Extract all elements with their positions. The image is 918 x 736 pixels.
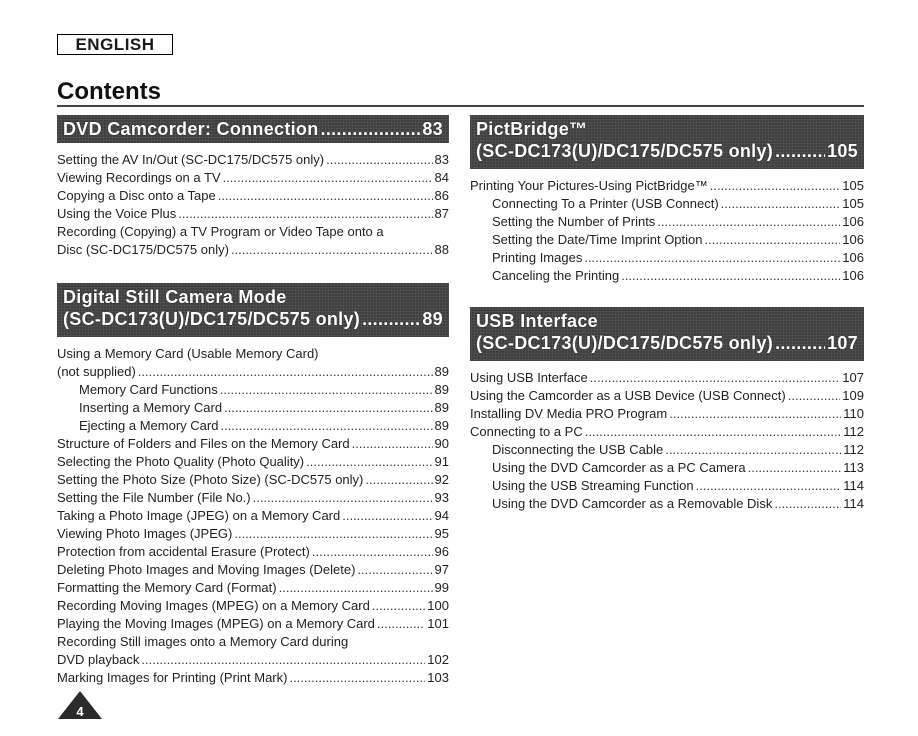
toc-entry[interactable]: Setting the File Number (File No.) ..... 93 bbox=[57, 489, 449, 507]
toc-entry-sub[interactable]: Using the DVD Camcorder as a PC Camera ..... 113 bbox=[470, 459, 864, 477]
section-banner-usb-interface[interactable] bbox=[470, 307, 864, 361]
toc-entry-wrapped-line[interactable]: Using a Memory Card (Usable Memory Card) bbox=[57, 346, 319, 361]
toc-entry-sub[interactable]: Ejecting a Memory Card ..... 89 bbox=[57, 417, 449, 435]
toc-entry[interactable]: Printing Your Pictures-Using PictBridge™ ..... 105 bbox=[470, 177, 864, 195]
section-title-line1: PictBridge™ bbox=[476, 119, 588, 139]
toc-entry[interactable]: Marking Images for Printing (Print Mark) ..... 103 bbox=[57, 669, 449, 687]
section-title-line1: USB Interface bbox=[476, 311, 598, 331]
toc-entry[interactable]: DVD playback ..... 102 bbox=[57, 651, 449, 669]
toc-entry[interactable]: (not supplied) ..... 89 bbox=[57, 363, 449, 381]
section-page: 105 bbox=[827, 141, 858, 161]
page-number-triangle-icon bbox=[57, 690, 103, 720]
section-page: 89 bbox=[422, 309, 443, 329]
section-page: 107 bbox=[827, 333, 858, 353]
toc-entry-sub[interactable]: Setting the Date/Time Imprint Option ..... 106 bbox=[470, 231, 864, 249]
section-title-line2: (SC-DC173(U)/DC175/DC575 only) bbox=[476, 141, 774, 161]
toc-entry[interactable]: Copying a Disc onto a Tape ..... 86 bbox=[57, 187, 449, 205]
toc-entry[interactable]: Viewing Recordings on a TV ..... 84 bbox=[57, 169, 449, 187]
toc-entry-sub[interactable]: Inserting a Memory Card ..... 89 bbox=[57, 399, 449, 417]
left-column bbox=[57, 115, 449, 687]
toc-entry[interactable]: Formatting the Memory Card (Format) ..... 99 bbox=[57, 579, 449, 597]
section-banner-dvd-connection[interactable] bbox=[57, 115, 449, 143]
toc-entry-sub[interactable]: Memory Card Functions ..... 89 bbox=[57, 381, 449, 399]
toc-entry[interactable]: Taking a Photo Image (JPEG) on a Memory Card ..... 94 bbox=[57, 507, 449, 525]
section-title-line1: Digital Still Camera Mode bbox=[63, 287, 287, 307]
toc-entry-sub[interactable]: Canceling the Printing ..... 106 bbox=[470, 267, 864, 285]
toc-entry[interactable]: Protection from accidental Erasure (Protect) ..... 96 bbox=[57, 543, 449, 561]
toc-entry[interactable]: Using USB Interface ..... 107 bbox=[470, 369, 864, 387]
section-banner-digital-still[interactable] bbox=[57, 283, 449, 337]
right-column bbox=[470, 115, 864, 513]
toc-entry-sub[interactable]: Printing Images ..... 106 bbox=[470, 249, 864, 267]
toc-entry[interactable]: Structure of Folders and Files on the Memory Card ..... 90 bbox=[57, 435, 449, 453]
section-title-line2: (SC-DC173(U)/DC175/DC575 only) bbox=[63, 309, 361, 329]
toc-entry[interactable]: Connecting to a PC ..... 112 bbox=[470, 423, 864, 441]
section-title: DVD Camcorder: Connection bbox=[63, 119, 319, 139]
toc-entry[interactable]: Playing the Moving Images (MPEG) on a Memory Card ..... 101 bbox=[57, 615, 449, 633]
toc-entry-sub[interactable]: Setting the Number of Prints ..... 106 bbox=[470, 213, 864, 231]
toc-entry[interactable]: Setting the AV In/Out (SC-DC175/DC575 only) ..... 83 bbox=[57, 151, 449, 169]
toc-list-dvd-connection bbox=[57, 151, 449, 259]
toc-entry-wrapped-line[interactable]: Recording (Copying) a TV Program or Video Tape onto a bbox=[57, 224, 384, 239]
toc-entry[interactable]: Disc (SC-DC175/DC575 only) ..... 88 bbox=[57, 241, 449, 259]
toc-entry-sub[interactable]: Using the USB Streaming Function ..... 114 bbox=[470, 477, 864, 495]
toc-entry-sub[interactable]: Connecting To a Printer (USB Connect) ..... 105 bbox=[470, 195, 864, 213]
section-page: 83 bbox=[422, 119, 443, 139]
section-title-line2: (SC-DC173(U)/DC175/DC575 only) bbox=[476, 333, 774, 353]
title-divider bbox=[57, 105, 864, 107]
page-number: 4 bbox=[76, 704, 84, 719]
language-label: ENGLISH bbox=[57, 34, 173, 55]
toc-entry[interactable]: Selecting the Photo Quality (Photo Quality) ..... 91 bbox=[57, 453, 449, 471]
toc-list-usb bbox=[470, 369, 864, 513]
toc-entry[interactable]: Recording Moving Images (MPEG) on a Memory Card ..... 100 bbox=[57, 597, 449, 615]
toc-entry-wrapped-line[interactable]: Recording Still images onto a Memory Card during bbox=[57, 634, 349, 649]
toc-entry[interactable]: Setting the Photo Size (Photo Size) (SC-DC575 only) ..... 92 bbox=[57, 471, 449, 489]
toc-entry-sub[interactable]: Using the DVD Camcorder as a Removable Disk ..... 114 bbox=[470, 495, 864, 513]
toc-entry[interactable]: Installing DV Media PRO Program ..... 110 bbox=[470, 405, 864, 423]
toc-entry-sub[interactable]: Disconnecting the USB Cable ..... 112 bbox=[470, 441, 864, 459]
toc-entry[interactable]: Deleting Photo Images and Moving Images (Delete) ..... 97 bbox=[57, 561, 449, 579]
toc-list-digital-still bbox=[57, 345, 449, 687]
page-title: Contents bbox=[57, 78, 161, 105]
section-banner-pictbridge[interactable] bbox=[470, 115, 864, 169]
toc-list-pictbridge bbox=[470, 177, 864, 285]
toc-entry[interactable]: Viewing Photo Images (JPEG) ..... 95 bbox=[57, 525, 449, 543]
toc-entry[interactable]: Using the Camcorder as a USB Device (USB Connect) ..... 109 bbox=[470, 387, 864, 405]
toc-entry[interactable]: Using the Voice Plus ..... 87 bbox=[57, 205, 449, 223]
